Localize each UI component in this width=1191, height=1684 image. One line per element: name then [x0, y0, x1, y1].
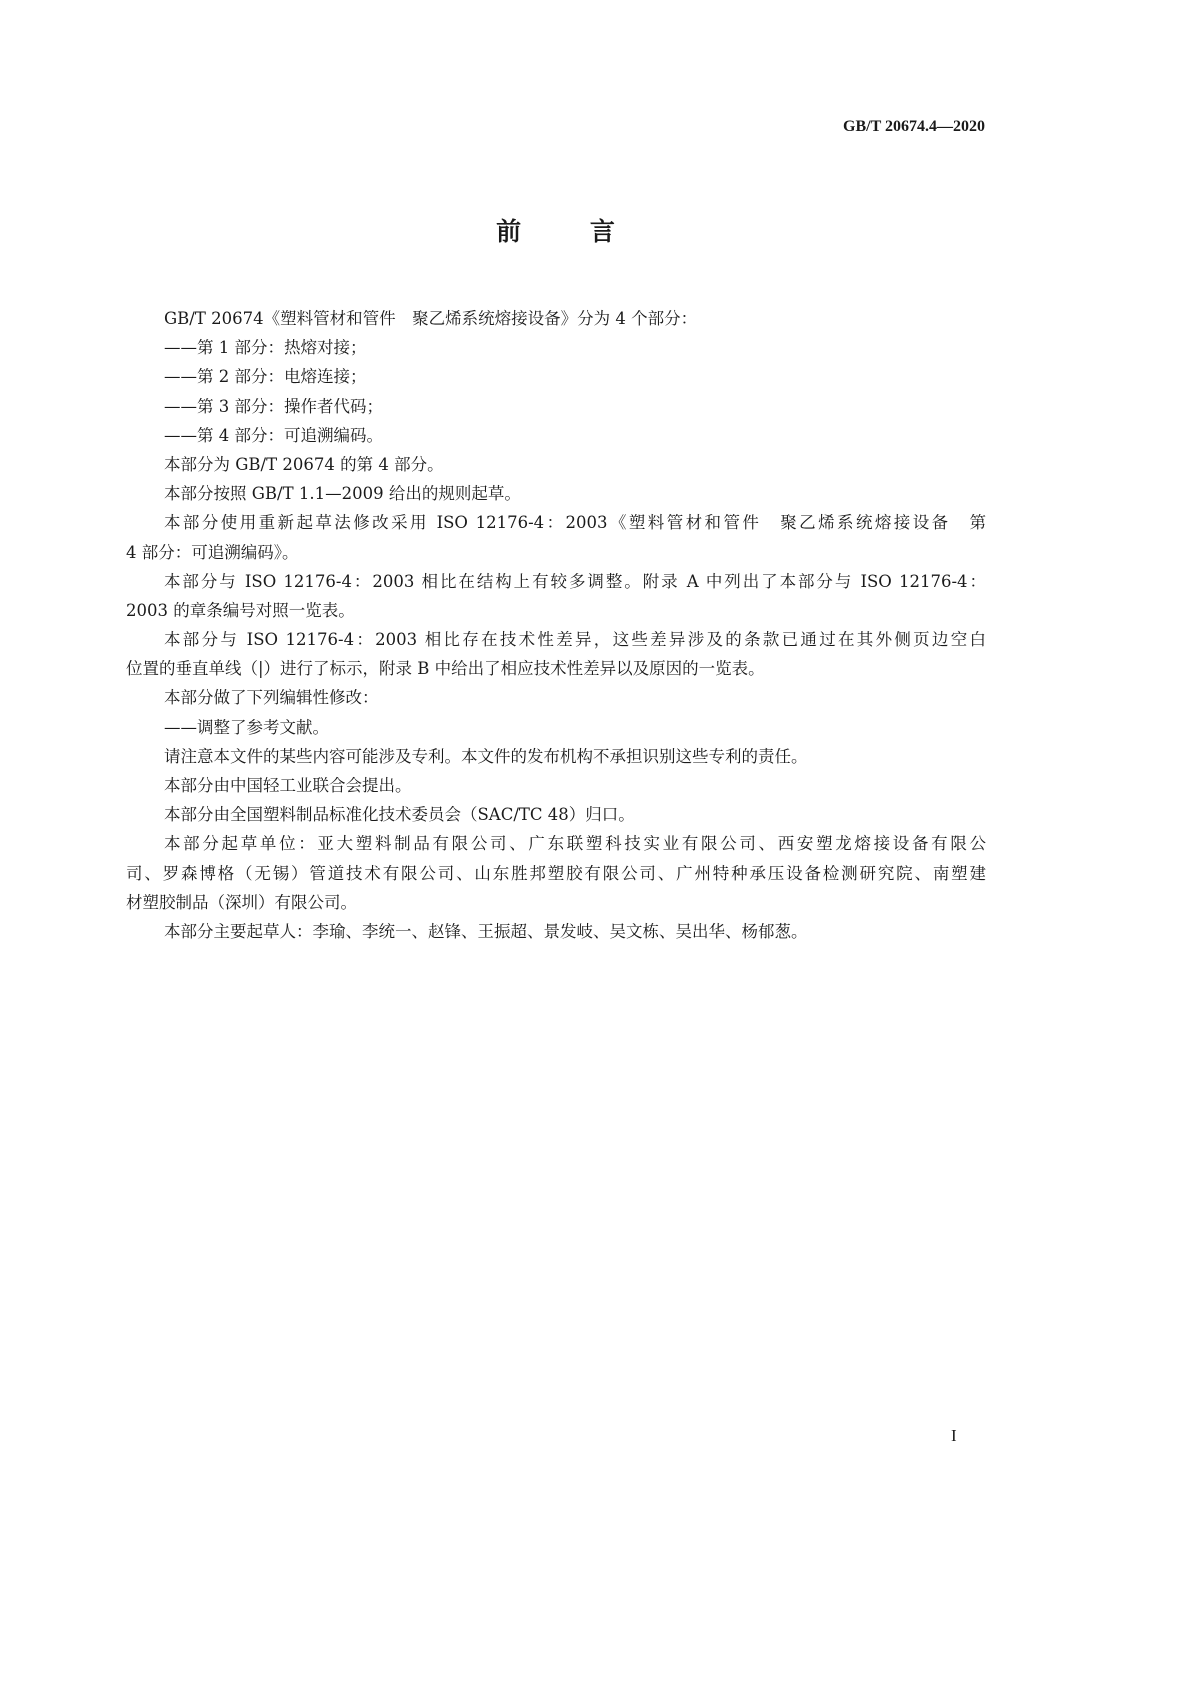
paragraph-line: 本部分起草单位：亚大塑料制品有限公司、广东联塑科技实业有限公司、西安塑龙熔接设备有限公: [164, 834, 986, 854]
paragraph-line: ——第 4 部分：可追溯编码。: [164, 425, 383, 445]
paragraph-line: 2003 的章条编号对照一览表。: [126, 600, 355, 620]
paragraph: [126, 479, 986, 508]
paragraph-line: 本部分做了下列编辑性修改：: [164, 688, 379, 708]
paragraph-line: 本部分主要起草人：李瑜、李统一、赵锋、王振超、景发岐、吴文栋、吴出华、杨郁葱。: [164, 921, 808, 941]
paragraph-line: ——第 2 部分：电熔连接；: [164, 367, 367, 387]
paragraph-line: 位置的垂直单线（|）进行了标示，附录 B 中给出了相应技术性差异以及原因的一览表。: [126, 659, 765, 679]
document-body: [126, 304, 986, 946]
paragraph: [126, 392, 986, 421]
paragraph-line: 本部分使用重新起草法修改采用 ISO 12176-4：2003《塑料管材和管件 聚乙烯系统熔接设备 第: [164, 513, 986, 533]
paragraph: [126, 362, 986, 391]
paragraph: [126, 742, 986, 771]
paragraph-line: GB/T 20674《塑料管材和管件 聚乙烯系统熔接设备》分为 4 个部分：: [164, 309, 698, 328]
paragraph: [126, 508, 986, 566]
page-title: 前 言: [496, 217, 645, 246]
paragraph-line: 本部分由全国塑料制品标准化技术委员会（SAC/TC 48）归口。: [164, 805, 635, 825]
paragraph-line: 请注意本文件的某些内容可能涉及专利。本文件的发布机构不承担识别这些专利的责任。: [164, 746, 808, 766]
paragraph-line: 本部分与 ISO 12176-4：2003 相比存在技术性差异，这些差异涉及的条款已通过在其外侧页边空白: [164, 630, 986, 650]
paragraph-line: 4 部分：可追溯编码》。: [126, 542, 299, 562]
paragraph: [126, 625, 986, 683]
paragraph: [126, 917, 986, 946]
paragraph: [126, 829, 986, 917]
paragraph: [126, 421, 986, 450]
paragraph-line: 本部分由中国轻工业联合会提出。: [164, 776, 412, 795]
paragraph: [126, 567, 986, 625]
paragraph-line: 司、罗森博格（无锡）管道技术有限公司、山东胜邦塑胶有限公司、广州特种承压设备检测研究院、南塑建: [126, 863, 986, 883]
standard-number-header: GB/T 20674.4—2020: [843, 118, 985, 135]
paragraph: [126, 800, 986, 829]
paragraph: [126, 304, 986, 333]
paragraph: [126, 333, 986, 362]
paragraph: [126, 771, 986, 800]
paragraph-line: 本部分按照 GB/T 1.1—2009 给出的规则起草。: [164, 484, 521, 504]
paragraph-line: ——调整了参考文献。: [164, 717, 329, 737]
paragraph-line: 本部分为 GB/T 20674 的第 4 部分。: [164, 454, 444, 474]
paragraph: [126, 713, 986, 742]
paragraph-line: 材塑胶制品（深圳）有限公司。: [126, 892, 357, 912]
page-number: I: [951, 1426, 957, 1445]
paragraph-line: ——第 3 部分：操作者代码；: [164, 396, 383, 416]
paragraph: [126, 450, 986, 479]
paragraph-line: 本部分与 ISO 12176-4：2003 相比在结构上有较多调整。附录 A 中列出了本部分与 ISO 12176-4：: [164, 571, 986, 591]
paragraph-line: ——第 1 部分：热熔对接；: [164, 338, 367, 358]
paragraph: [126, 683, 986, 712]
